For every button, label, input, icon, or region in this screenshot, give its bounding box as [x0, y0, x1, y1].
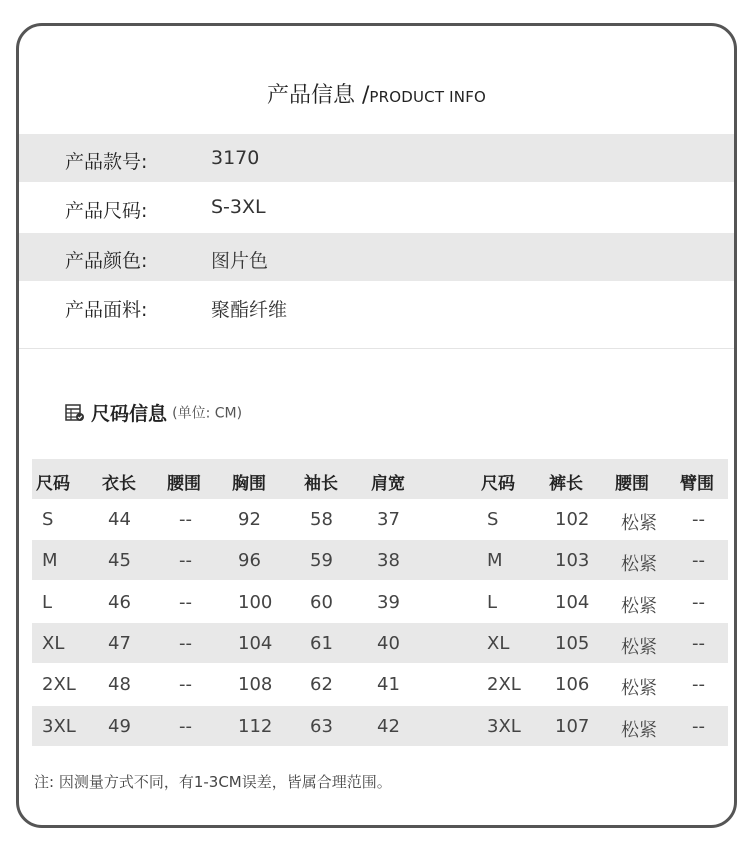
- table-cell: --: [179, 591, 192, 613]
- table-cell: 105: [555, 632, 590, 654]
- table-header-cell: 腰围: [167, 474, 201, 494]
- table-cell: 104: [238, 632, 273, 654]
- table-cell: 49: [108, 715, 131, 737]
- info-value: S-3XL: [211, 196, 266, 218]
- table-cell: --: [179, 632, 192, 654]
- table-cell: 100: [238, 591, 273, 613]
- table-cell: 48: [108, 674, 131, 696]
- size-section-title: [65, 399, 242, 426]
- table-row: [32, 582, 728, 622]
- table-cell: 96: [238, 550, 261, 572]
- title-en: PRODUCT INFO: [369, 88, 487, 106]
- table-header-cell: 尺码: [481, 474, 515, 494]
- table-cell: --: [179, 550, 192, 572]
- table-row: [32, 499, 728, 539]
- info-row-size: [19, 183, 734, 231]
- section-divider: [19, 348, 734, 349]
- table-cell: 112: [238, 715, 273, 737]
- table-cell: --: [179, 674, 192, 696]
- table-cell: 松紧: [621, 595, 657, 617]
- table-cell: L: [487, 591, 498, 613]
- info-row-color: [19, 233, 734, 281]
- table-cell: 107: [555, 715, 590, 737]
- table-cell: --: [179, 509, 192, 530]
- table-cell: 44: [108, 509, 131, 530]
- table-cell: 40: [377, 632, 400, 654]
- table-cell: 60: [310, 591, 333, 613]
- title-cn: 产品信息 /: [266, 83, 370, 108]
- info-value: 聚酯纤维: [211, 299, 288, 321]
- page-title: [19, 78, 734, 109]
- table-cell: --: [179, 715, 192, 737]
- table-cell: 39: [377, 591, 400, 613]
- table-cell: 104: [555, 591, 590, 613]
- table-cell: 3XL: [487, 715, 521, 737]
- table-cell: --: [692, 591, 705, 613]
- table-header-cell: 臂围: [680, 474, 714, 494]
- table-cell: 松紧: [621, 719, 657, 741]
- table-cell: --: [692, 674, 705, 696]
- table-cell: 41: [377, 674, 400, 696]
- table-cell: --: [692, 632, 705, 654]
- table-cell: --: [692, 715, 705, 737]
- table-cell: 38: [377, 550, 400, 572]
- table-cell: 62: [310, 674, 333, 696]
- table-cell: 103: [555, 550, 590, 572]
- measurement-note: 注: 因测量方式不同，有1-3CM误差，皆属合理范围。: [34, 773, 392, 791]
- table-cell: S: [487, 509, 499, 530]
- table-cell: 59: [310, 550, 333, 572]
- info-label: 产品尺码:: [65, 200, 148, 222]
- table-cell: 61: [310, 632, 333, 654]
- product-info-card: [16, 23, 737, 828]
- table-row: [32, 706, 728, 746]
- table-icon: [65, 404, 85, 422]
- table-row: [32, 623, 728, 663]
- table-row: [32, 664, 728, 704]
- table-header-cell: 肩宽: [371, 474, 405, 494]
- table-cell: L: [42, 591, 53, 613]
- table-cell: 松紧: [621, 554, 657, 576]
- table-cell: 63: [310, 715, 333, 737]
- table-cell: M: [487, 550, 503, 572]
- table-cell: XL: [487, 632, 510, 654]
- table-header-cell: 衣长: [102, 474, 136, 494]
- table-header-cell: 胸围: [232, 474, 266, 494]
- table-cell: 46: [108, 591, 131, 613]
- table-cell: 松紧: [621, 513, 657, 534]
- table-header-row: [32, 459, 728, 499]
- table-cell: --: [692, 509, 705, 530]
- info-label: 产品款号:: [65, 151, 148, 173]
- table-header-cell: 裤长: [549, 474, 583, 494]
- table-cell: 42: [377, 715, 400, 737]
- table-cell: 松紧: [621, 636, 657, 658]
- table-header-cell: 袖长: [304, 474, 338, 494]
- table-cell: 108: [238, 674, 273, 696]
- info-row-style-number: [19, 134, 734, 182]
- info-label: 产品面料:: [65, 299, 148, 321]
- info-value: 3170: [211, 147, 260, 169]
- table-header-cell: 尺码: [36, 474, 70, 494]
- table-cell: S: [42, 509, 54, 530]
- table-cell: 102: [555, 509, 590, 530]
- table-cell: 37: [377, 509, 400, 530]
- table-cell: 3XL: [42, 715, 76, 737]
- table-cell: 47: [108, 632, 131, 654]
- table-row: [32, 540, 728, 580]
- table-cell: 2XL: [42, 674, 76, 696]
- table-cell: M: [42, 550, 58, 572]
- size-section-heading: 尺码信息: [91, 403, 168, 425]
- table-cell: --: [692, 550, 705, 572]
- size-section-unit: (单位: CM): [172, 405, 243, 422]
- table-cell: 58: [310, 509, 333, 530]
- table-cell: 45: [108, 550, 131, 572]
- table-cell: 92: [238, 509, 261, 530]
- table-cell: 2XL: [487, 674, 521, 696]
- table-cell: 106: [555, 674, 590, 696]
- table-header-cell: 腰围: [615, 474, 649, 494]
- info-label: 产品颜色:: [65, 250, 148, 272]
- table-cell: XL: [42, 632, 65, 654]
- info-value: 图片色: [211, 250, 269, 272]
- table-cell: 松紧: [621, 678, 657, 700]
- info-row-fabric: [19, 282, 734, 330]
